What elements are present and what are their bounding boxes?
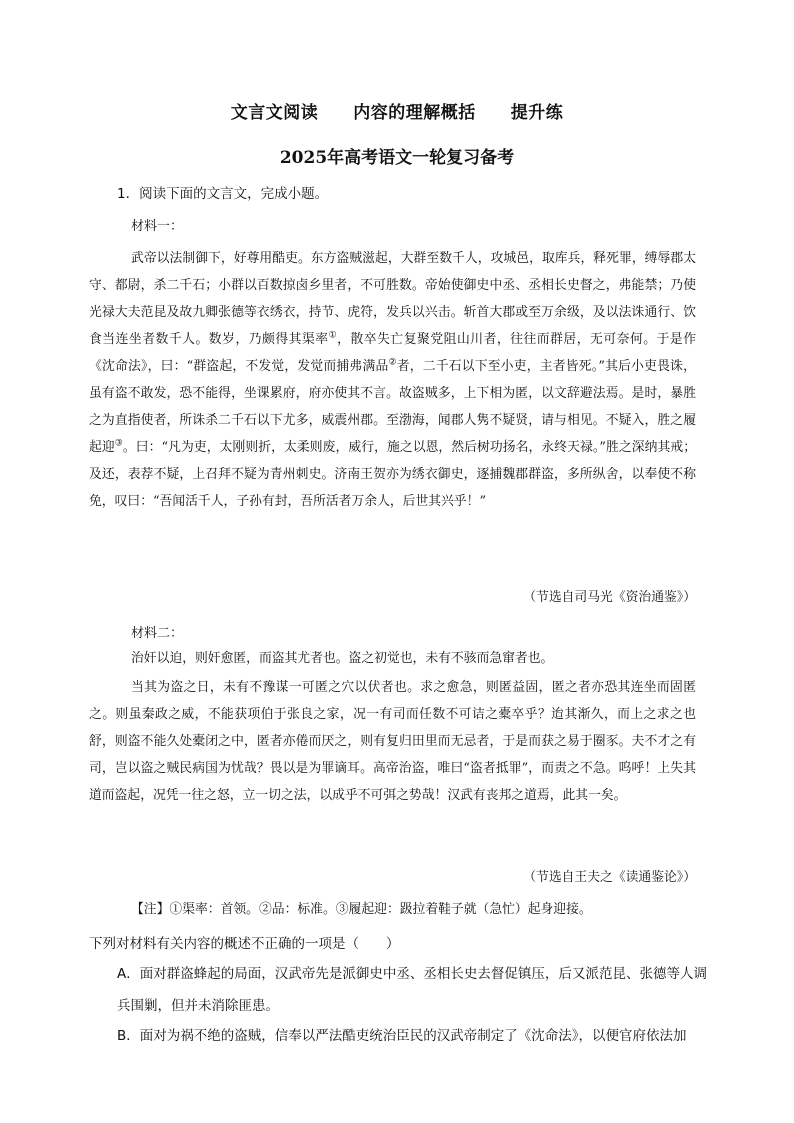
material2-paragraph-2: 当其为盗之日，未有不豫谋一可匿之穴以伏者也。求之愈急，则匿益固，匿之者亦恐其连坐而固匿之。则虽秦政之威，不能获项伯于张良之家，况一有司而任数不可诘之橐卒乎？迨其渐久，而上之求之也舒，则盗不能久处橐闭之中，匿者亦倦而厌之，则有复归田里而无忌者，于是而获之易于圈豕。夫不才之有司，岂以盗之贼民病国为忧哉？畏以是为罪谪耳。高帝治盗，唯曰“盗者抵罪”，而责之不急。呜呼！上失其道而盗起，况凭一往之怒，立一切之法，以成乎不可弭之势哉！汉武有丧邦之道焉，此其一矣。	[89, 680, 696, 803]
footnote-ref-3: ③	[114, 438, 123, 449]
question-intro: 1．阅读下面的文言文，完成小题。	[117, 186, 329, 202]
material1-text-d: 。曰：“凡为吏，太刚则折，太柔则废，威行，施之以恩，然后树功扬名，永终天禄。”胜之深纳其戒；及还，表荐不疑，上召拜不疑为青州刺史。济南王贺亦为绣衣御史，逐捕魏郡群盗，多所纵舍，以奉使不称免，叹曰：“吾闻活千人，子孙有封，吾所活者万余人，后世其兴乎！”	[89, 440, 697, 509]
material1-paragraph	[89, 245, 696, 515]
material1-label: 材料一：	[131, 219, 184, 234]
material2-paragraph-1: 治奸以迫，则奸愈匿，而盗其尤者也。盗之初觉也，未有不骇而急窜者也。	[131, 651, 554, 666]
material1-text-b: ，散卒失亡复聚党阻山川者，往往而群居，无可奈何。于是作《沈命法》，曰：“群盗起，不发觉，发觉而捕弗满品	[89, 332, 697, 374]
question-prompt: 下列对材料有关内容的概述不正确的一项是（ ）	[89, 936, 400, 952]
material1-text-a: 武帝以法制御下，好尊用酷吏。东方盗贼滋起，大群至数千人，攻城邑，取库兵，释死罪，缚辱郡太守、都尉，杀二千石；小群以百数掠卤乡里者，不可胜数。帝始使御史中丞、丞相长史督之，弗能禁；乃使光禄大夫范昆及故九卿张德等衣绣衣，持节、虎符，发兵以兴击。斩首大郡或至万余级，及以法诛通行、饮食当连坐者数千人。数岁，乃颇得其渠率	[89, 251, 696, 347]
material2-source: （节选自王夫之《读通鉴论》）	[523, 870, 696, 885]
material1-text-c: 者，二千石以下至小吏，主者皆死。”其后小吏畏诛，虽有盗不敢发，恐不能得，坐课累府，府亦使其不言。故盗贼多，上下相为匿，以文辞避法焉。是时，暴胜之为直指使者，所诛杀二千石以下尤多，威震州郡。至渤海，闻郡人隽不疑贤，请与相见。不疑入，胜之履起迎	[89, 359, 696, 455]
material1-source: （节选自司马光《资治通鉴》）	[523, 590, 696, 605]
option-a[interactable]: A．面对群盗蜂起的局面，汉武帝先是派御史中丞、丞相长史去督促镇压，后又派范昆、张德等人调兵围剿，但并未消除匪患。	[117, 966, 707, 1014]
footnote-ref-2: ②	[388, 357, 397, 368]
footnote-ref-1: ①	[328, 330, 338, 341]
footnotes: 【注】①渠率：首领。②品：标准。③履起迎：趿拉着鞋子就（急忙）起身迎接。	[131, 902, 592, 917]
document-subtitle: 2025年高考语文一轮复习备考	[279, 148, 515, 168]
option-b[interactable]: B．面对为祸不绝的盗贼，信奉以严法酷吏统治臣民的汉武帝制定了《沈命法》，以便官府依法加	[117, 1028, 687, 1044]
material2-label: 材料二：	[131, 626, 184, 641]
document-title: 文言文阅读 内容的理解概括 提升练	[230, 103, 564, 123]
